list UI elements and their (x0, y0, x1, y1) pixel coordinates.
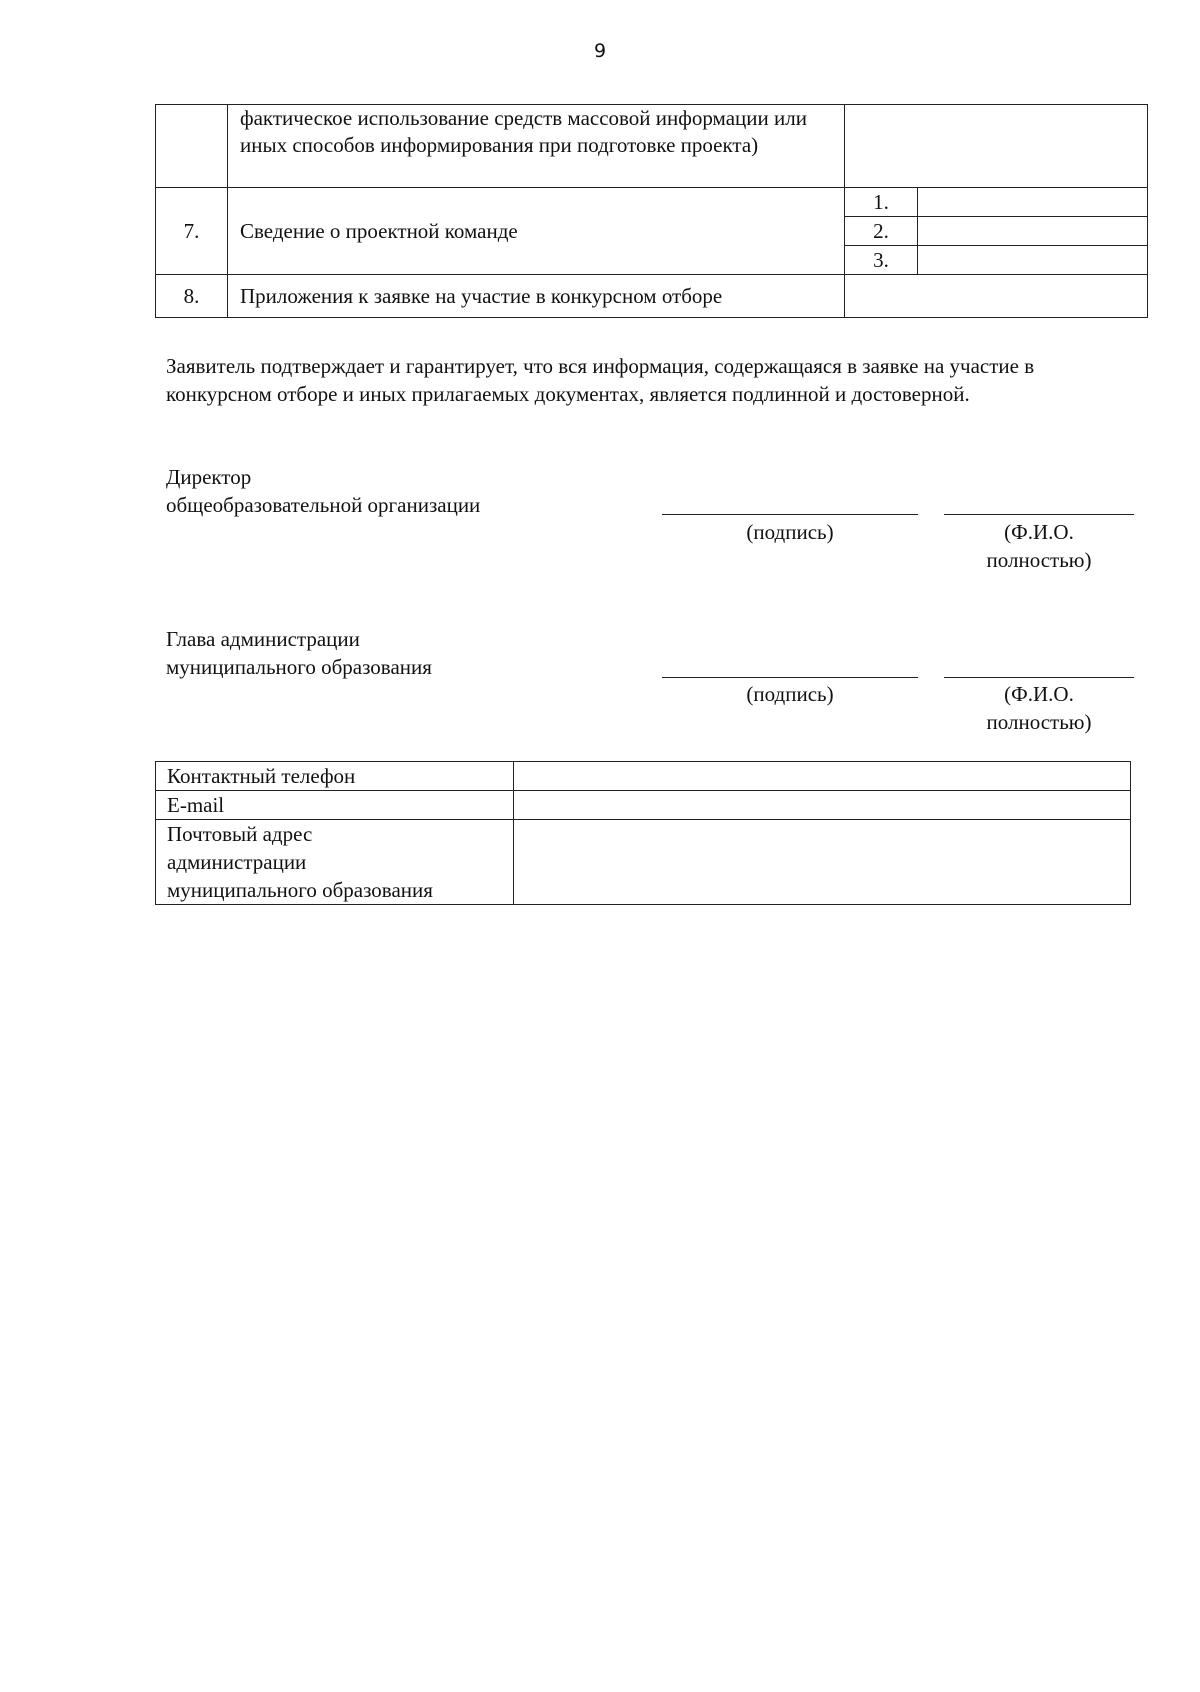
declaration-text: Заявитель подтверждает и гарантирует, что вся информация, содержащаяся в заявке на участие в конкурсном отборе и иных прилагаемых документах, является подлинной и достоверной. (166, 354, 1035, 406)
answer-cell[interactable] (845, 105, 1148, 188)
table-row (156, 820, 1131, 905)
answer-cell[interactable] (845, 275, 1148, 318)
table-row (156, 188, 1148, 275)
address-label-line: администрации (167, 850, 307, 874)
row-label: Сведение о проектной команде (228, 188, 845, 275)
name-caption: полностью) (986, 710, 1092, 734)
phone-label: Контактный телефон (156, 762, 514, 791)
signatory-title: общеобразовательной организации (166, 493, 481, 517)
list-item (845, 188, 1147, 217)
row-label: Приложения к заявке на участие в конкурсном отборе (228, 275, 845, 318)
email-label: E-mail (156, 791, 514, 820)
answer-cell[interactable] (918, 217, 1148, 246)
name-caption: (Ф.И.О. (1004, 682, 1074, 706)
answer-cell[interactable] (918, 246, 1148, 275)
item-number: 2. (845, 217, 918, 246)
phone-field[interactable] (514, 762, 1131, 791)
list-item (845, 246, 1147, 275)
name-line[interactable] (944, 514, 1134, 515)
signatory-title: Директор (166, 465, 252, 489)
page-number: 9 (593, 40, 607, 62)
table-row (156, 105, 1148, 188)
application-table (155, 104, 1148, 318)
signatory-title: муниципального образования (166, 655, 432, 679)
address-label-line: муниципального образования (167, 878, 433, 902)
row-number: 8. (156, 275, 228, 318)
address-label (156, 820, 514, 905)
address-field[interactable] (514, 820, 1131, 905)
signatory-title: Глава администрации (166, 627, 360, 651)
address-label-line: Почтовый адрес (167, 822, 313, 846)
name-line[interactable] (944, 677, 1134, 678)
signature-caption: (подпись) (746, 682, 834, 706)
team-cell (845, 188, 1148, 275)
email-field[interactable] (514, 791, 1131, 820)
team-list (845, 188, 1147, 274)
name-caption: полностью) (986, 548, 1092, 572)
item-number: 3. (845, 246, 918, 275)
continuation-text: фактическое использование средств массовой информации или иных способов информирования при подготовке проекта) (228, 105, 845, 188)
row-number: 7. (156, 188, 228, 275)
name-caption: (Ф.И.О. (1004, 520, 1074, 544)
signature-line[interactable] (662, 677, 918, 678)
signature-caption: (подпись) (746, 520, 834, 544)
table-row (156, 275, 1148, 318)
answer-cell[interactable] (918, 188, 1148, 217)
signature-line[interactable] (662, 514, 918, 515)
contact-table (155, 761, 1131, 905)
list-item (845, 217, 1147, 246)
table-row (156, 791, 1131, 820)
item-number: 1. (845, 188, 918, 217)
table-row (156, 762, 1131, 791)
